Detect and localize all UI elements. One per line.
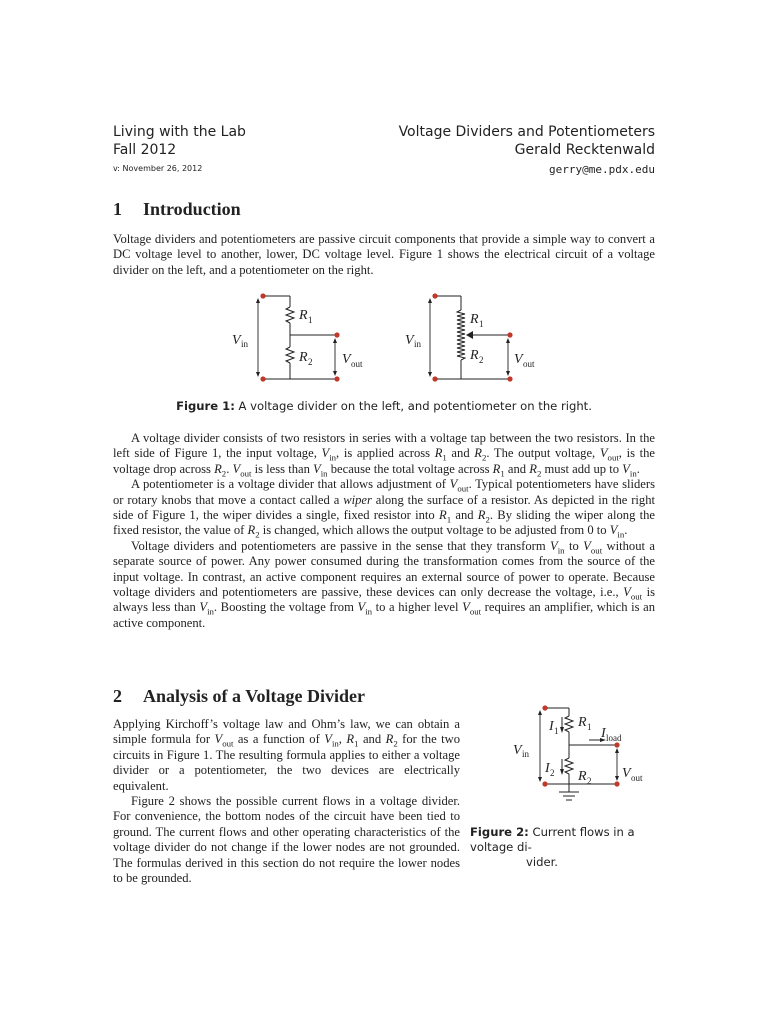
paragraph: Figure 2 shows the possible current flows in a voltage divider. For convenience, the bottom nodes of the circuit have been tied to ground. The current flows and other operating characteristics of the voltage divider do not change if the lower nodes are not grounded. The formulas derived in this section do not require the lower nodes to be grounded. — [113, 794, 460, 886]
svg-text:R: R — [578, 715, 587, 730]
figure-2-caption — [470, 825, 660, 870]
terminal-node — [507, 376, 512, 381]
terminal-node — [334, 376, 339, 381]
paragraph: Applying Kirchoff’s voltage law and Ohm’s law, we can obtain a simple formula for $V_{out}$ as a function of $V_{in}$, $R_1$ and $R_2$ for the two circuits in Figure 1. The resulting formula applies to either a voltage divider or a potentiometer, the two devices are electrically equivalent. — [113, 717, 461, 793]
paragraph: Voltage dividers and potentiometers are passive in the sense that they transform $V_{in}$ to $V_{out}$ without a separate source of power. Any power consumed during the transformation comes from the source of the input voltage. In contrast, an active component requires an external source of power to operate. Because voltage dividers and potentiometers are passive, these devices can only decrease the voltage, i.e., $V_{out}$ is always less than $V_{in}$. Boosting the voltage from $V_{in}$ to a higher level $V_{out}$ requires an amplifier, which is an active component. — [113, 538, 656, 630]
terminal-node — [614, 742, 619, 747]
current-i1-arrow — [560, 727, 564, 733]
terminal-node — [432, 293, 437, 298]
svg-text:in: in — [522, 749, 530, 759]
svg-text:R: R — [299, 350, 308, 365]
svg-text:V: V — [342, 352, 351, 367]
fixed-resistor — [457, 310, 465, 360]
terminal-node — [432, 376, 437, 381]
svg-text:R: R — [299, 308, 308, 323]
terminal-node — [542, 781, 547, 786]
terminal-node — [507, 332, 512, 337]
intro-text: Voltage dividers and potentiometers are passive circuit components that provide a simple way to convert a DC voltage level to another, lower, DC voltage level. Figure 1 shows the electrical circuit of a voltage divider on the left, and a potentiometer on the right. — [113, 232, 655, 277]
svg-text:V: V — [622, 766, 631, 781]
svg-text:in: in — [241, 339, 249, 349]
svg-text:1: 1 — [308, 315, 313, 325]
svg-text:out: out — [351, 359, 363, 369]
terminal-node — [614, 781, 619, 786]
voltage-divider-circuit — [232, 293, 363, 381]
course-title: Living with the Lab — [113, 124, 246, 140]
svg-text:2: 2 — [587, 776, 592, 786]
intro-paragraph — [113, 232, 655, 278]
figure-label: Figure 2: — [470, 825, 529, 839]
svg-text:in: in — [414, 339, 422, 349]
paragraph: A potentiometer is a voltage divider that allows adjustment of $V_{out}$. Typical potentiometers have sliders or rotary knobs that move a contact called a wiper along the surface of a resistor. As depicted in the right side of Figure 1, the wiper divides a single, fixed resistor into $R_1$ and $R_2$. By sliding the wiper along the fixed resistor, the value of $R_2$ is changed, which allows the output voltage to be adjusted from 0 to $V_{in}$. — [113, 477, 656, 540]
terminal-node — [260, 376, 265, 381]
caption-text: vider. — [526, 855, 558, 869]
figure-1-caption — [0, 399, 768, 414]
svg-text:V: V — [232, 333, 241, 348]
svg-text:V: V — [513, 743, 522, 758]
figure-label: Figure 1: — [176, 399, 235, 413]
svg-text:out: out — [523, 359, 535, 369]
svg-text:1: 1 — [587, 722, 592, 732]
section-1-body — [113, 431, 655, 631]
resistor-r2 — [565, 758, 573, 774]
document-title: Voltage Dividers and Potentiometers — [398, 124, 655, 140]
terminal-node — [542, 705, 547, 710]
course-term: Fall 2012 — [113, 142, 177, 158]
caption-text: Current flows in a voltage di- — [470, 825, 635, 854]
svg-text:R: R — [470, 312, 479, 327]
svg-text:V: V — [405, 333, 414, 348]
terminal-node — [260, 293, 265, 298]
section-number: 1 — [113, 199, 122, 219]
resistor-r1 — [286, 307, 294, 323]
section-title: Analysis of a Voltage Divider — [143, 686, 366, 706]
svg-text:V: V — [514, 352, 523, 367]
svg-text:1: 1 — [554, 726, 559, 736]
svg-text:I: I — [601, 726, 606, 741]
section-number: 2 — [113, 686, 122, 706]
terminal-node — [334, 332, 339, 337]
section-2-heading — [113, 686, 365, 707]
svg-text:1: 1 — [479, 319, 484, 329]
svg-text:out: out — [631, 773, 643, 783]
svg-text:I: I — [545, 761, 550, 776]
figure-1-circuits — [225, 288, 545, 388]
resistor-r1 — [565, 716, 573, 732]
section-2-body — [113, 717, 460, 886]
current-i2-arrow — [560, 769, 564, 775]
svg-text:R: R — [578, 769, 587, 784]
version-date: v: November 26, 2012 — [113, 164, 203, 173]
svg-text:I: I — [549, 719, 554, 734]
potentiometer-circuit — [405, 293, 535, 381]
svg-text:load: load — [606, 733, 622, 743]
resistor-r2 — [286, 347, 294, 363]
svg-text:2: 2 — [550, 768, 555, 778]
figure-2-current-flows — [505, 700, 655, 808]
section-title: Introduction — [143, 199, 241, 219]
author-name: Gerald Recktenwald — [514, 142, 655, 158]
svg-text:R: R — [470, 348, 479, 363]
svg-text:2: 2 — [308, 357, 313, 367]
svg-text:2: 2 — [479, 355, 484, 365]
paragraph: A voltage divider consists of two resistors in series with a voltage tap between the two resistors. In the left side of Figure 1, the input voltage, $V_{in}$, is applied across $R_1$ and $R_2$. The output voltage, $V_{out}$, is the voltage drop across $R_2$. $V_{out}$ is less than $V_{in}$ because the total voltage across $R_1$ and $R_2$ must add up to $V_{in}$. — [113, 431, 656, 479]
section-1-heading — [113, 199, 241, 220]
author-email: gerry@me.pdx.edu — [549, 163, 655, 176]
caption-text: A voltage divider on the left, and potentiometer on the right. — [238, 399, 592, 413]
